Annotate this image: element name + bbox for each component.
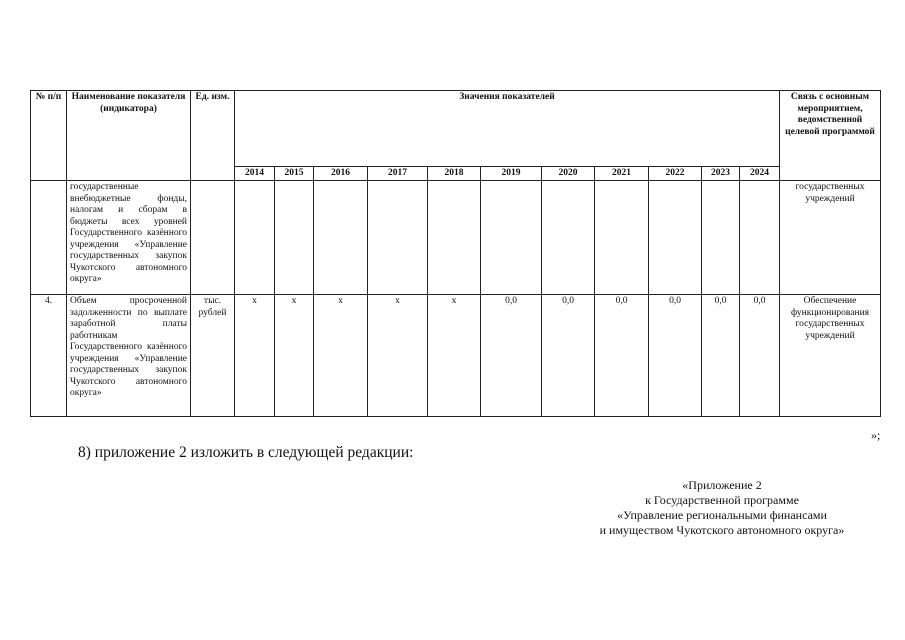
amendment-paragraph: 8) приложение 2 изложить в следующей редакции: (78, 444, 414, 461)
value-cell (481, 181, 542, 295)
year-header: 2017 (368, 167, 428, 181)
header-indicator-name: Наименование показателя (индикатора) (67, 91, 191, 181)
row-number (31, 181, 67, 295)
value-cell (649, 181, 702, 295)
appendix-line: и имуществом Чукотского автономного округа» (599, 523, 845, 537)
appendix-line: к Государственной программе (645, 493, 799, 507)
header-number: № п/п (31, 91, 67, 181)
value-cell: 0,0 (595, 295, 649, 417)
appendix-line: «Управление региональными финансами (617, 508, 827, 522)
value-cell (368, 181, 428, 295)
header-link: Связь с основным мероприятием, ведомственной целевой программой (780, 91, 881, 181)
year-header: 2024 (740, 167, 780, 181)
value-cell (740, 181, 780, 295)
value-cell (595, 181, 649, 295)
year-header: 2016 (314, 167, 368, 181)
header-values: Значения показателей (235, 91, 780, 167)
year-header: 2014 (235, 167, 275, 181)
value-cell: 0,0 (649, 295, 702, 417)
value-cell (542, 181, 595, 295)
link-cell: Обеспечение функционирования государственных учреждений (780, 295, 881, 417)
table-closing-quote: »; (871, 428, 881, 442)
value-cell: 0,0 (702, 295, 740, 417)
value-cell (702, 181, 740, 295)
value-cell: 0,0 (481, 295, 542, 417)
value-cell: 0,0 (542, 295, 595, 417)
value-cell (428, 181, 481, 295)
indicators-table (30, 90, 881, 417)
table-row (31, 295, 881, 417)
link-cell: государственных учреждений (780, 181, 881, 295)
value-cell: х (428, 295, 481, 417)
year-header: 2023 (702, 167, 740, 181)
indicator-name: Объем просроченной задолженности по выплате заработной платы работникам Государственного казённого учреждения «Управление государственных закупок Чукотского автономного округа» (67, 295, 191, 417)
row-number: 4. (31, 295, 67, 417)
year-header: 2020 (542, 167, 595, 181)
year-header: 2015 (275, 167, 314, 181)
year-header: 2021 (595, 167, 649, 181)
appendix-heading (560, 478, 884, 538)
unit-cell: тыс. рублей (191, 295, 235, 417)
appendix-line: «Приложение 2 (682, 478, 762, 492)
value-cell: 0,0 (740, 295, 780, 417)
value-cell (235, 181, 275, 295)
year-header: 2019 (481, 167, 542, 181)
value-cell: х (275, 295, 314, 417)
value-cell (314, 181, 368, 295)
value-cell: х (368, 295, 428, 417)
year-header: 2018 (428, 167, 481, 181)
value-cell (275, 181, 314, 295)
table-row (31, 181, 881, 295)
year-header: 2022 (649, 167, 702, 181)
header-unit: Ед. изм. (191, 91, 235, 181)
indicator-name: государственные внебюджетные фонды, налогам и сборам в бюджеты всех уровней Государственного казённого учреждения «Управление государственных закупок Чукотского автономного округа» (67, 181, 191, 295)
unit-cell (191, 181, 235, 295)
value-cell: х (314, 295, 368, 417)
value-cell: х (235, 295, 275, 417)
